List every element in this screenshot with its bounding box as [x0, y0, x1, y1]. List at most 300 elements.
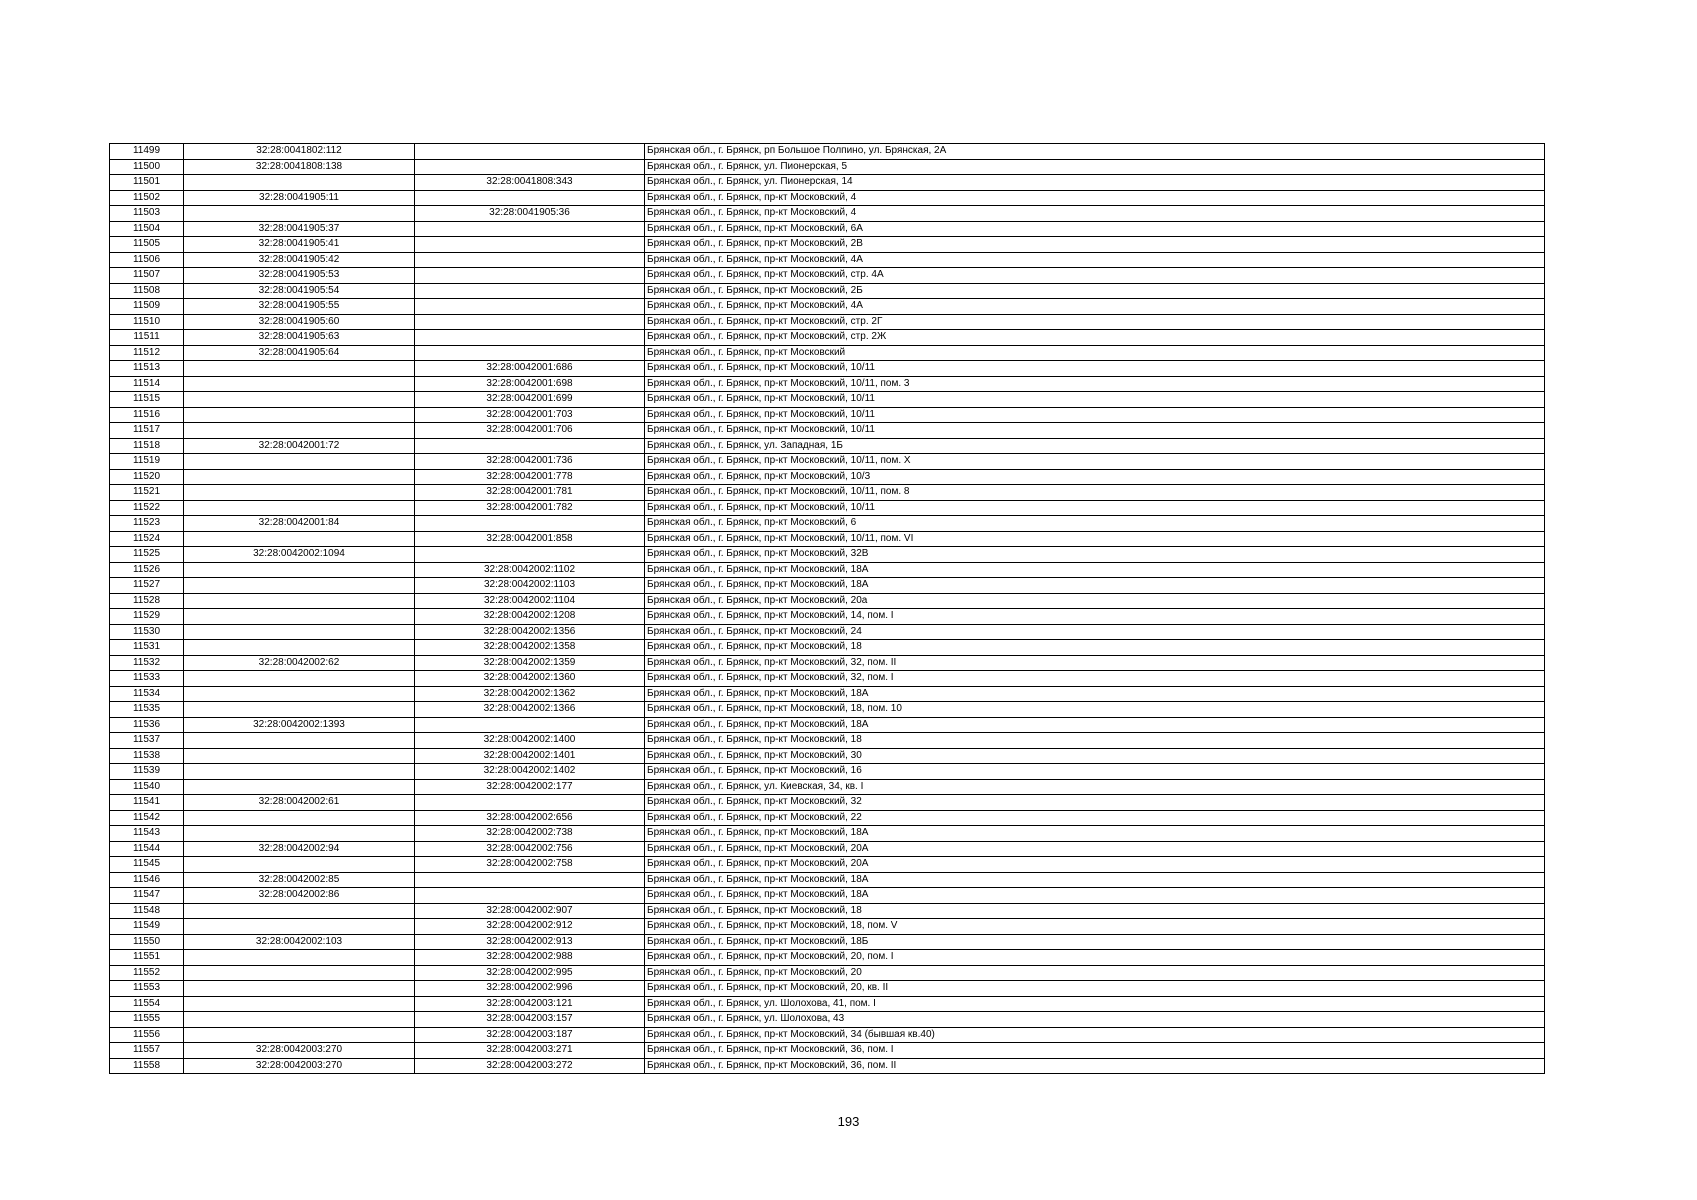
land-cadastral-number-cell: 32:28:0042002:86 [184, 888, 415, 904]
row-number-cell: 11522 [110, 500, 184, 516]
table-row [110, 206, 1545, 222]
address-cell: Брянская обл., г. Брянск, пр-кт Московский, 10/11, пом. 3 [645, 376, 1545, 392]
table-row [110, 237, 1545, 253]
table-row [110, 531, 1545, 547]
row-number-cell: 11527 [110, 578, 184, 594]
object-cadastral-number-cell: 32:28:0042002:1359 [415, 655, 645, 671]
address-cell: Брянская обл., г. Брянск, пр-кт Московский, стр. 2Ж [645, 330, 1545, 346]
object-cadastral-number-cell: 32:28:0042002:1356 [415, 624, 645, 640]
address-cell: Брянская обл., г. Брянск, пр-кт Московский, 18, пом. 10 [645, 702, 1545, 718]
table-row [110, 748, 1545, 764]
row-number-cell: 11552 [110, 965, 184, 981]
table-row [110, 841, 1545, 857]
land-cadastral-number-cell: 32:28:0041905:37 [184, 221, 415, 237]
row-number-cell: 11539 [110, 764, 184, 780]
address-cell: Брянская обл., г. Брянск, пр-кт Московский, 18А [645, 872, 1545, 888]
table-row [110, 376, 1545, 392]
object-cadastral-number-cell [415, 795, 645, 811]
row-number-cell: 11542 [110, 810, 184, 826]
table-row [110, 438, 1545, 454]
address-cell: Брянская обл., г. Брянск, пр-кт Московский, 18А [645, 826, 1545, 842]
table-row [110, 950, 1545, 966]
object-cadastral-number-cell: 32:28:0042002:1104 [415, 593, 645, 609]
table-row [110, 407, 1545, 423]
address-cell: Брянская обл., г. Брянск, пр-кт Московский, 16 [645, 764, 1545, 780]
object-cadastral-number-cell: 32:28:0042002:1358 [415, 640, 645, 656]
row-number-cell: 11521 [110, 485, 184, 501]
object-cadastral-number-cell: 32:28:0042002:913 [415, 934, 645, 950]
land-cadastral-number-cell [184, 485, 415, 501]
address-cell: Брянская обл., г. Брянск, пр-кт Московский, 4 [645, 190, 1545, 206]
table-row [110, 981, 1545, 997]
object-cadastral-number-cell [415, 717, 645, 733]
land-cadastral-number-cell [184, 857, 415, 873]
land-cadastral-number-cell [184, 593, 415, 609]
address-cell: Брянская обл., г. Брянск, пр-кт Московский, 32, пом. II [645, 655, 1545, 671]
land-cadastral-number-cell [184, 1012, 415, 1028]
object-cadastral-number-cell [415, 438, 645, 454]
table-row [110, 190, 1545, 206]
address-cell: Брянская обл., г. Брянск, пр-кт Московский, 10/11, пом. X [645, 454, 1545, 470]
address-cell: Брянская обл., г. Брянск, ул. Шолохова, 43 [645, 1012, 1545, 1028]
address-cell: Брянская обл., г. Брянск, пр-кт Московский, 32, пом. I [645, 671, 1545, 687]
land-cadastral-number-cell [184, 392, 415, 408]
land-cadastral-number-cell: 32:28:0042003:270 [184, 1043, 415, 1059]
land-cadastral-number-cell [184, 826, 415, 842]
land-cadastral-number-cell [184, 423, 415, 439]
table-row [110, 221, 1545, 237]
table-row [110, 299, 1545, 315]
row-number-cell: 11513 [110, 361, 184, 377]
land-cadastral-number-cell [184, 779, 415, 795]
row-number-cell: 11502 [110, 190, 184, 206]
row-number-cell: 11512 [110, 345, 184, 361]
object-cadastral-number-cell: 32:28:0042002:656 [415, 810, 645, 826]
row-number-cell: 11504 [110, 221, 184, 237]
object-cadastral-number-cell [415, 299, 645, 315]
land-cadastral-number-cell: 32:28:0042002:1393 [184, 717, 415, 733]
object-cadastral-number-cell: 32:28:0042001:736 [415, 454, 645, 470]
land-cadastral-number-cell [184, 733, 415, 749]
table-row [110, 609, 1545, 625]
object-cadastral-number-cell [415, 314, 645, 330]
table-row [110, 826, 1545, 842]
table-row [110, 283, 1545, 299]
row-number-cell: 11549 [110, 919, 184, 935]
object-cadastral-number-cell: 32:28:0042002:1208 [415, 609, 645, 625]
row-number-cell: 11530 [110, 624, 184, 640]
object-cadastral-number-cell [415, 252, 645, 268]
land-cadastral-number-cell [184, 764, 415, 780]
address-cell: Брянская обл., г. Брянск, пр-кт Московский, 20А [645, 841, 1545, 857]
land-cadastral-number-cell: 32:28:0041905:55 [184, 299, 415, 315]
row-number-cell: 11507 [110, 268, 184, 284]
address-cell: Брянская обл., г. Брянск, пр-кт Московский, 32В [645, 547, 1545, 563]
object-cadastral-number-cell [415, 268, 645, 284]
table-row [110, 252, 1545, 268]
table-row [110, 733, 1545, 749]
table-row [110, 159, 1545, 175]
land-cadastral-number-cell [184, 950, 415, 966]
object-cadastral-number-cell: 32:28:0042002:1401 [415, 748, 645, 764]
row-number-cell: 11536 [110, 717, 184, 733]
table-row [110, 392, 1545, 408]
address-cell: Брянская обл., г. Брянск, пр-кт Московский, 18А [645, 888, 1545, 904]
table-row [110, 330, 1545, 346]
land-cadastral-number-cell: 32:28:0041905:41 [184, 237, 415, 253]
land-cadastral-number-cell: 32:28:0041905:11 [184, 190, 415, 206]
land-cadastral-number-cell [184, 671, 415, 687]
object-cadastral-number-cell [415, 237, 645, 253]
page-number: 193 [837, 1114, 860, 1129]
address-cell: Брянская обл., г. Брянск, пр-кт Московский, 14, пом. I [645, 609, 1545, 625]
table-row [110, 516, 1545, 532]
address-cell: Брянская обл., г. Брянск, пр-кт Московский, 18А [645, 686, 1545, 702]
row-number-cell: 11520 [110, 469, 184, 485]
row-number-cell: 11516 [110, 407, 184, 423]
row-number-cell: 11550 [110, 934, 184, 950]
row-number-cell: 11548 [110, 903, 184, 919]
row-number-cell: 11532 [110, 655, 184, 671]
table-row [110, 500, 1545, 516]
land-cadastral-number-cell: 32:28:0041905:54 [184, 283, 415, 299]
address-cell: Брянская обл., г. Брянск, пр-кт Московский, 18 [645, 903, 1545, 919]
address-cell: Брянская обл., г. Брянск, пр-кт Московский, 10/11 [645, 423, 1545, 439]
row-number-cell: 11525 [110, 547, 184, 563]
land-cadastral-number-cell: 32:28:0041808:138 [184, 159, 415, 175]
address-cell: Брянская обл., г. Брянск, пр-кт Московский, 10/11 [645, 392, 1545, 408]
row-number-cell: 11534 [110, 686, 184, 702]
address-cell: Брянская обл., г. Брянск, пр-кт Московский, 32 [645, 795, 1545, 811]
land-cadastral-number-cell [184, 469, 415, 485]
object-cadastral-number-cell: 32:28:0042003:272 [415, 1058, 645, 1074]
row-number-cell: 11500 [110, 159, 184, 175]
row-number-cell: 11555 [110, 1012, 184, 1028]
row-number-cell: 11540 [110, 779, 184, 795]
row-number-cell: 11544 [110, 841, 184, 857]
land-cadastral-number-cell [184, 562, 415, 578]
address-cell: Брянская обл., г. Брянск, пр-кт Московский, 4 [645, 206, 1545, 222]
land-cadastral-number-cell [184, 996, 415, 1012]
object-cadastral-number-cell: 32:28:0042001:782 [415, 500, 645, 516]
object-cadastral-number-cell: 32:28:0042002:907 [415, 903, 645, 919]
land-cadastral-number-cell: 32:28:0042002:62 [184, 655, 415, 671]
object-cadastral-number-cell: 32:28:0042002:1366 [415, 702, 645, 718]
land-cadastral-number-cell [184, 748, 415, 764]
land-cadastral-number-cell: 32:28:0042002:85 [184, 872, 415, 888]
table-row [110, 175, 1545, 191]
land-cadastral-number-cell [184, 981, 415, 997]
object-cadastral-number-cell: 32:28:0042001:858 [415, 531, 645, 547]
land-cadastral-number-cell [184, 206, 415, 222]
land-cadastral-number-cell: 32:28:0041802:112 [184, 144, 415, 160]
land-cadastral-number-cell [184, 640, 415, 656]
land-cadastral-number-cell [184, 810, 415, 826]
land-cadastral-number-cell [184, 361, 415, 377]
table-row [110, 485, 1545, 501]
land-cadastral-number-cell: 32:28:0042002:1094 [184, 547, 415, 563]
land-cadastral-number-cell [184, 919, 415, 935]
row-number-cell: 11553 [110, 981, 184, 997]
land-cadastral-number-cell [184, 965, 415, 981]
address-cell: Брянская обл., г. Брянск, пр-кт Московский, 30 [645, 748, 1545, 764]
address-cell: Брянская обл., г. Брянск, пр-кт Московский, 18, пом. V [645, 919, 1545, 935]
address-cell: Брянская обл., г. Брянск, пр-кт Московский, стр. 4А [645, 268, 1545, 284]
table-row [110, 764, 1545, 780]
table-row [110, 361, 1545, 377]
row-number-cell: 11511 [110, 330, 184, 346]
land-cadastral-number-cell [184, 175, 415, 191]
table-row [110, 702, 1545, 718]
object-cadastral-number-cell [415, 221, 645, 237]
row-number-cell: 11514 [110, 376, 184, 392]
row-number-cell: 11499 [110, 144, 184, 160]
address-cell: Брянская обл., г. Брянск, ул. Западная, 1Б [645, 438, 1545, 454]
row-number-cell: 11529 [110, 609, 184, 625]
object-cadastral-number-cell: 32:28:0042002:1402 [415, 764, 645, 780]
land-cadastral-number-cell [184, 500, 415, 516]
table-row [110, 314, 1545, 330]
object-cadastral-number-cell [415, 872, 645, 888]
address-cell: Брянская обл., г. Брянск, пр-кт Московский, 20, кв. II [645, 981, 1545, 997]
address-cell: Брянская обл., г. Брянск, пр-кт Московский, 18А [645, 578, 1545, 594]
object-cadastral-number-cell: 32:28:0042003:121 [415, 996, 645, 1012]
object-cadastral-number-cell: 32:28:0042001:706 [415, 423, 645, 439]
table-row [110, 671, 1545, 687]
land-cadastral-number-cell [184, 454, 415, 470]
object-cadastral-number-cell [415, 547, 645, 563]
address-cell: Брянская обл., г. Брянск, пр-кт Московский, 10/11, пом. 8 [645, 485, 1545, 501]
object-cadastral-number-cell: 32:28:0041905:36 [415, 206, 645, 222]
address-cell: Брянская обл., г. Брянск, пр-кт Московский, 36, пом. II [645, 1058, 1545, 1074]
object-cadastral-number-cell [415, 345, 645, 361]
table-row [110, 1012, 1545, 1028]
table-row [110, 996, 1545, 1012]
object-cadastral-number-cell [415, 144, 645, 160]
table-row [110, 795, 1545, 811]
address-cell: Брянская обл., г. Брянск, пр-кт Московский, 18А [645, 717, 1545, 733]
land-cadastral-number-cell [184, 686, 415, 702]
row-number-cell: 11524 [110, 531, 184, 547]
land-cadastral-number-cell: 32:28:0042003:270 [184, 1058, 415, 1074]
land-cadastral-number-cell [184, 702, 415, 718]
registry-table-body [110, 144, 1545, 1074]
object-cadastral-number-cell: 32:28:0042002:1103 [415, 578, 645, 594]
land-cadastral-number-cell [184, 1027, 415, 1043]
address-cell: Брянская обл., г. Брянск, пр-кт Московский, 4А [645, 299, 1545, 315]
object-cadastral-number-cell [415, 888, 645, 904]
table-row [110, 454, 1545, 470]
land-cadastral-number-cell [184, 609, 415, 625]
row-number-cell: 11509 [110, 299, 184, 315]
object-cadastral-number-cell: 32:28:0042002:912 [415, 919, 645, 935]
object-cadastral-number-cell: 32:28:0042002:756 [415, 841, 645, 857]
object-cadastral-number-cell [415, 516, 645, 532]
address-cell: Брянская обл., г. Брянск, пр-кт Московский, 18 [645, 640, 1545, 656]
land-cadastral-number-cell: 32:28:0041905:60 [184, 314, 415, 330]
table-row [110, 1058, 1545, 1074]
row-number-cell: 11523 [110, 516, 184, 532]
row-number-cell: 11558 [110, 1058, 184, 1074]
row-number-cell: 11547 [110, 888, 184, 904]
table-row [110, 547, 1545, 563]
object-cadastral-number-cell: 32:28:0042003:187 [415, 1027, 645, 1043]
address-cell: Брянская обл., г. Брянск, пр-кт Московский, 6А [645, 221, 1545, 237]
table-row [110, 779, 1545, 795]
address-cell: Брянская обл., г. Брянск, пр-кт Московский, 18Б [645, 934, 1545, 950]
table-row [110, 562, 1545, 578]
row-number-cell: 11517 [110, 423, 184, 439]
address-cell: Брянская обл., г. Брянск, пр-кт Московский, 36, пом. I [645, 1043, 1545, 1059]
land-cadastral-number-cell: 32:28:0041905:63 [184, 330, 415, 346]
address-cell: Брянская обл., г. Брянск, пр-кт Московский, 20 [645, 965, 1545, 981]
row-number-cell: 11510 [110, 314, 184, 330]
land-cadastral-number-cell: 32:28:0041905:53 [184, 268, 415, 284]
row-number-cell: 11503 [110, 206, 184, 222]
object-cadastral-number-cell: 32:28:0042002:1102 [415, 562, 645, 578]
object-cadastral-number-cell: 32:28:0042002:1362 [415, 686, 645, 702]
row-number-cell: 11518 [110, 438, 184, 454]
address-cell: Брянская обл., г. Брянск, пр-кт Московский, 2Б [645, 283, 1545, 299]
object-cadastral-number-cell: 32:28:0042001:699 [415, 392, 645, 408]
table-row [110, 872, 1545, 888]
object-cadastral-number-cell: 32:28:0042001:781 [415, 485, 645, 501]
object-cadastral-number-cell: 32:28:0042002:988 [415, 950, 645, 966]
table-row [110, 624, 1545, 640]
object-cadastral-number-cell: 32:28:0042002:738 [415, 826, 645, 842]
table-row [110, 857, 1545, 873]
table-row [110, 640, 1545, 656]
object-cadastral-number-cell: 32:28:0042002:995 [415, 965, 645, 981]
object-cadastral-number-cell [415, 190, 645, 206]
row-number-cell: 11545 [110, 857, 184, 873]
object-cadastral-number-cell: 32:28:0042001:686 [415, 361, 645, 377]
table-row [110, 686, 1545, 702]
object-cadastral-number-cell: 32:28:0042003:271 [415, 1043, 645, 1059]
object-cadastral-number-cell: 32:28:0042001:778 [415, 469, 645, 485]
address-cell: Брянская обл., г. Брянск, пр-кт Московский, 22 [645, 810, 1545, 826]
row-number-cell: 11535 [110, 702, 184, 718]
address-cell: Брянская обл., г. Брянск, пр-кт Московский, 10/11 [645, 407, 1545, 423]
row-number-cell: 11505 [110, 237, 184, 253]
land-cadastral-number-cell: 32:28:0042002:61 [184, 795, 415, 811]
table-row [110, 144, 1545, 160]
land-cadastral-number-cell [184, 376, 415, 392]
object-cadastral-number-cell: 32:28:0041808:343 [415, 175, 645, 191]
table-row [110, 903, 1545, 919]
object-cadastral-number-cell: 32:28:0042003:157 [415, 1012, 645, 1028]
registry-table [109, 143, 1545, 1074]
table-row [110, 1043, 1545, 1059]
row-number-cell: 11526 [110, 562, 184, 578]
land-cadastral-number-cell: 32:28:0041905:42 [184, 252, 415, 268]
table-row [110, 655, 1545, 671]
row-number-cell: 11528 [110, 593, 184, 609]
object-cadastral-number-cell [415, 283, 645, 299]
row-number-cell: 11533 [110, 671, 184, 687]
row-number-cell: 11501 [110, 175, 184, 191]
address-cell: Брянская обл., г. Брянск, пр-кт Московский, стр. 2Г [645, 314, 1545, 330]
object-cadastral-number-cell: 32:28:0042002:1360 [415, 671, 645, 687]
table-row [110, 919, 1545, 935]
land-cadastral-number-cell [184, 407, 415, 423]
land-cadastral-number-cell: 32:28:0041905:64 [184, 345, 415, 361]
table-row [110, 345, 1545, 361]
table-row [110, 965, 1545, 981]
address-cell: Брянская обл., г. Брянск, пр-кт Московский, 10/3 [645, 469, 1545, 485]
object-cadastral-number-cell [415, 159, 645, 175]
object-cadastral-number-cell: 32:28:0042001:698 [415, 376, 645, 392]
table-row [110, 717, 1545, 733]
address-cell: Брянская обл., г. Брянск, пр-кт Московский, 20, пом. I [645, 950, 1545, 966]
row-number-cell: 11541 [110, 795, 184, 811]
row-number-cell: 11543 [110, 826, 184, 842]
row-number-cell: 11538 [110, 748, 184, 764]
address-cell: Брянская обл., г. Брянск, пр-кт Московский, 10/11, пом. VI [645, 531, 1545, 547]
table-row [110, 934, 1545, 950]
address-cell: Брянская обл., г. Брянск, ул. Киевская, 34, кв. I [645, 779, 1545, 795]
object-cadastral-number-cell [415, 330, 645, 346]
land-cadastral-number-cell: 32:28:0042002:103 [184, 934, 415, 950]
address-cell: Брянская обл., г. Брянск, пр-кт Московский, 2В [645, 237, 1545, 253]
row-number-cell: 11546 [110, 872, 184, 888]
land-cadastral-number-cell [184, 531, 415, 547]
land-cadastral-number-cell [184, 903, 415, 919]
table-row [110, 593, 1545, 609]
address-cell: Брянская обл., г. Брянск, рп Большое Полпино, ул. Брянская, 2А [645, 144, 1545, 160]
address-cell: Брянская обл., г. Брянск, пр-кт Московский, 18 [645, 733, 1545, 749]
address-cell: Брянская обл., г. Брянск, пр-кт Московский, 20а [645, 593, 1545, 609]
row-number-cell: 11557 [110, 1043, 184, 1059]
table-row [110, 888, 1545, 904]
address-cell: Брянская обл., г. Брянск, ул. Шолохова, 41, пом. I [645, 996, 1545, 1012]
address-cell: Брянская обл., г. Брянск, пр-кт Московский, 18А [645, 562, 1545, 578]
row-number-cell: 11508 [110, 283, 184, 299]
address-cell: Брянская обл., г. Брянск, ул. Пионерская, 5 [645, 159, 1545, 175]
table-row [110, 268, 1545, 284]
object-cadastral-number-cell: 32:28:0042002:758 [415, 857, 645, 873]
land-cadastral-number-cell: 32:28:0042001:72 [184, 438, 415, 454]
row-number-cell: 11556 [110, 1027, 184, 1043]
row-number-cell: 11554 [110, 996, 184, 1012]
row-number-cell: 11551 [110, 950, 184, 966]
object-cadastral-number-cell: 32:28:0042002:996 [415, 981, 645, 997]
address-cell: Брянская обл., г. Брянск, ул. Пионерская, 14 [645, 175, 1545, 191]
address-cell: Брянская обл., г. Брянск, пр-кт Московский, 10/11 [645, 500, 1545, 516]
row-number-cell: 11519 [110, 454, 184, 470]
address-cell: Брянская обл., г. Брянск, пр-кт Московский, 34 (бывшая кв.40) [645, 1027, 1545, 1043]
table-row [110, 423, 1545, 439]
row-number-cell: 11506 [110, 252, 184, 268]
table-row [110, 1027, 1545, 1043]
land-cadastral-number-cell [184, 578, 415, 594]
address-cell: Брянская обл., г. Брянск, пр-кт Московский, 24 [645, 624, 1545, 640]
row-number-cell: 11531 [110, 640, 184, 656]
land-cadastral-number-cell: 32:28:0042001:84 [184, 516, 415, 532]
table-row [110, 578, 1545, 594]
row-number-cell: 11515 [110, 392, 184, 408]
table-row [110, 469, 1545, 485]
address-cell: Брянская обл., г. Брянск, пр-кт Московский, 20А [645, 857, 1545, 873]
address-cell: Брянская обл., г. Брянск, пр-кт Московский, 4А [645, 252, 1545, 268]
address-cell: Брянская обл., г. Брянск, пр-кт Московский [645, 345, 1545, 361]
row-number-cell: 11537 [110, 733, 184, 749]
address-cell: Брянская обл., г. Брянск, пр-кт Московский, 10/11 [645, 361, 1545, 377]
address-cell: Брянская обл., г. Брянск, пр-кт Московский, 6 [645, 516, 1545, 532]
object-cadastral-number-cell: 32:28:0042002:1400 [415, 733, 645, 749]
land-cadastral-number-cell [184, 624, 415, 640]
object-cadastral-number-cell: 32:28:0042001:703 [415, 407, 645, 423]
